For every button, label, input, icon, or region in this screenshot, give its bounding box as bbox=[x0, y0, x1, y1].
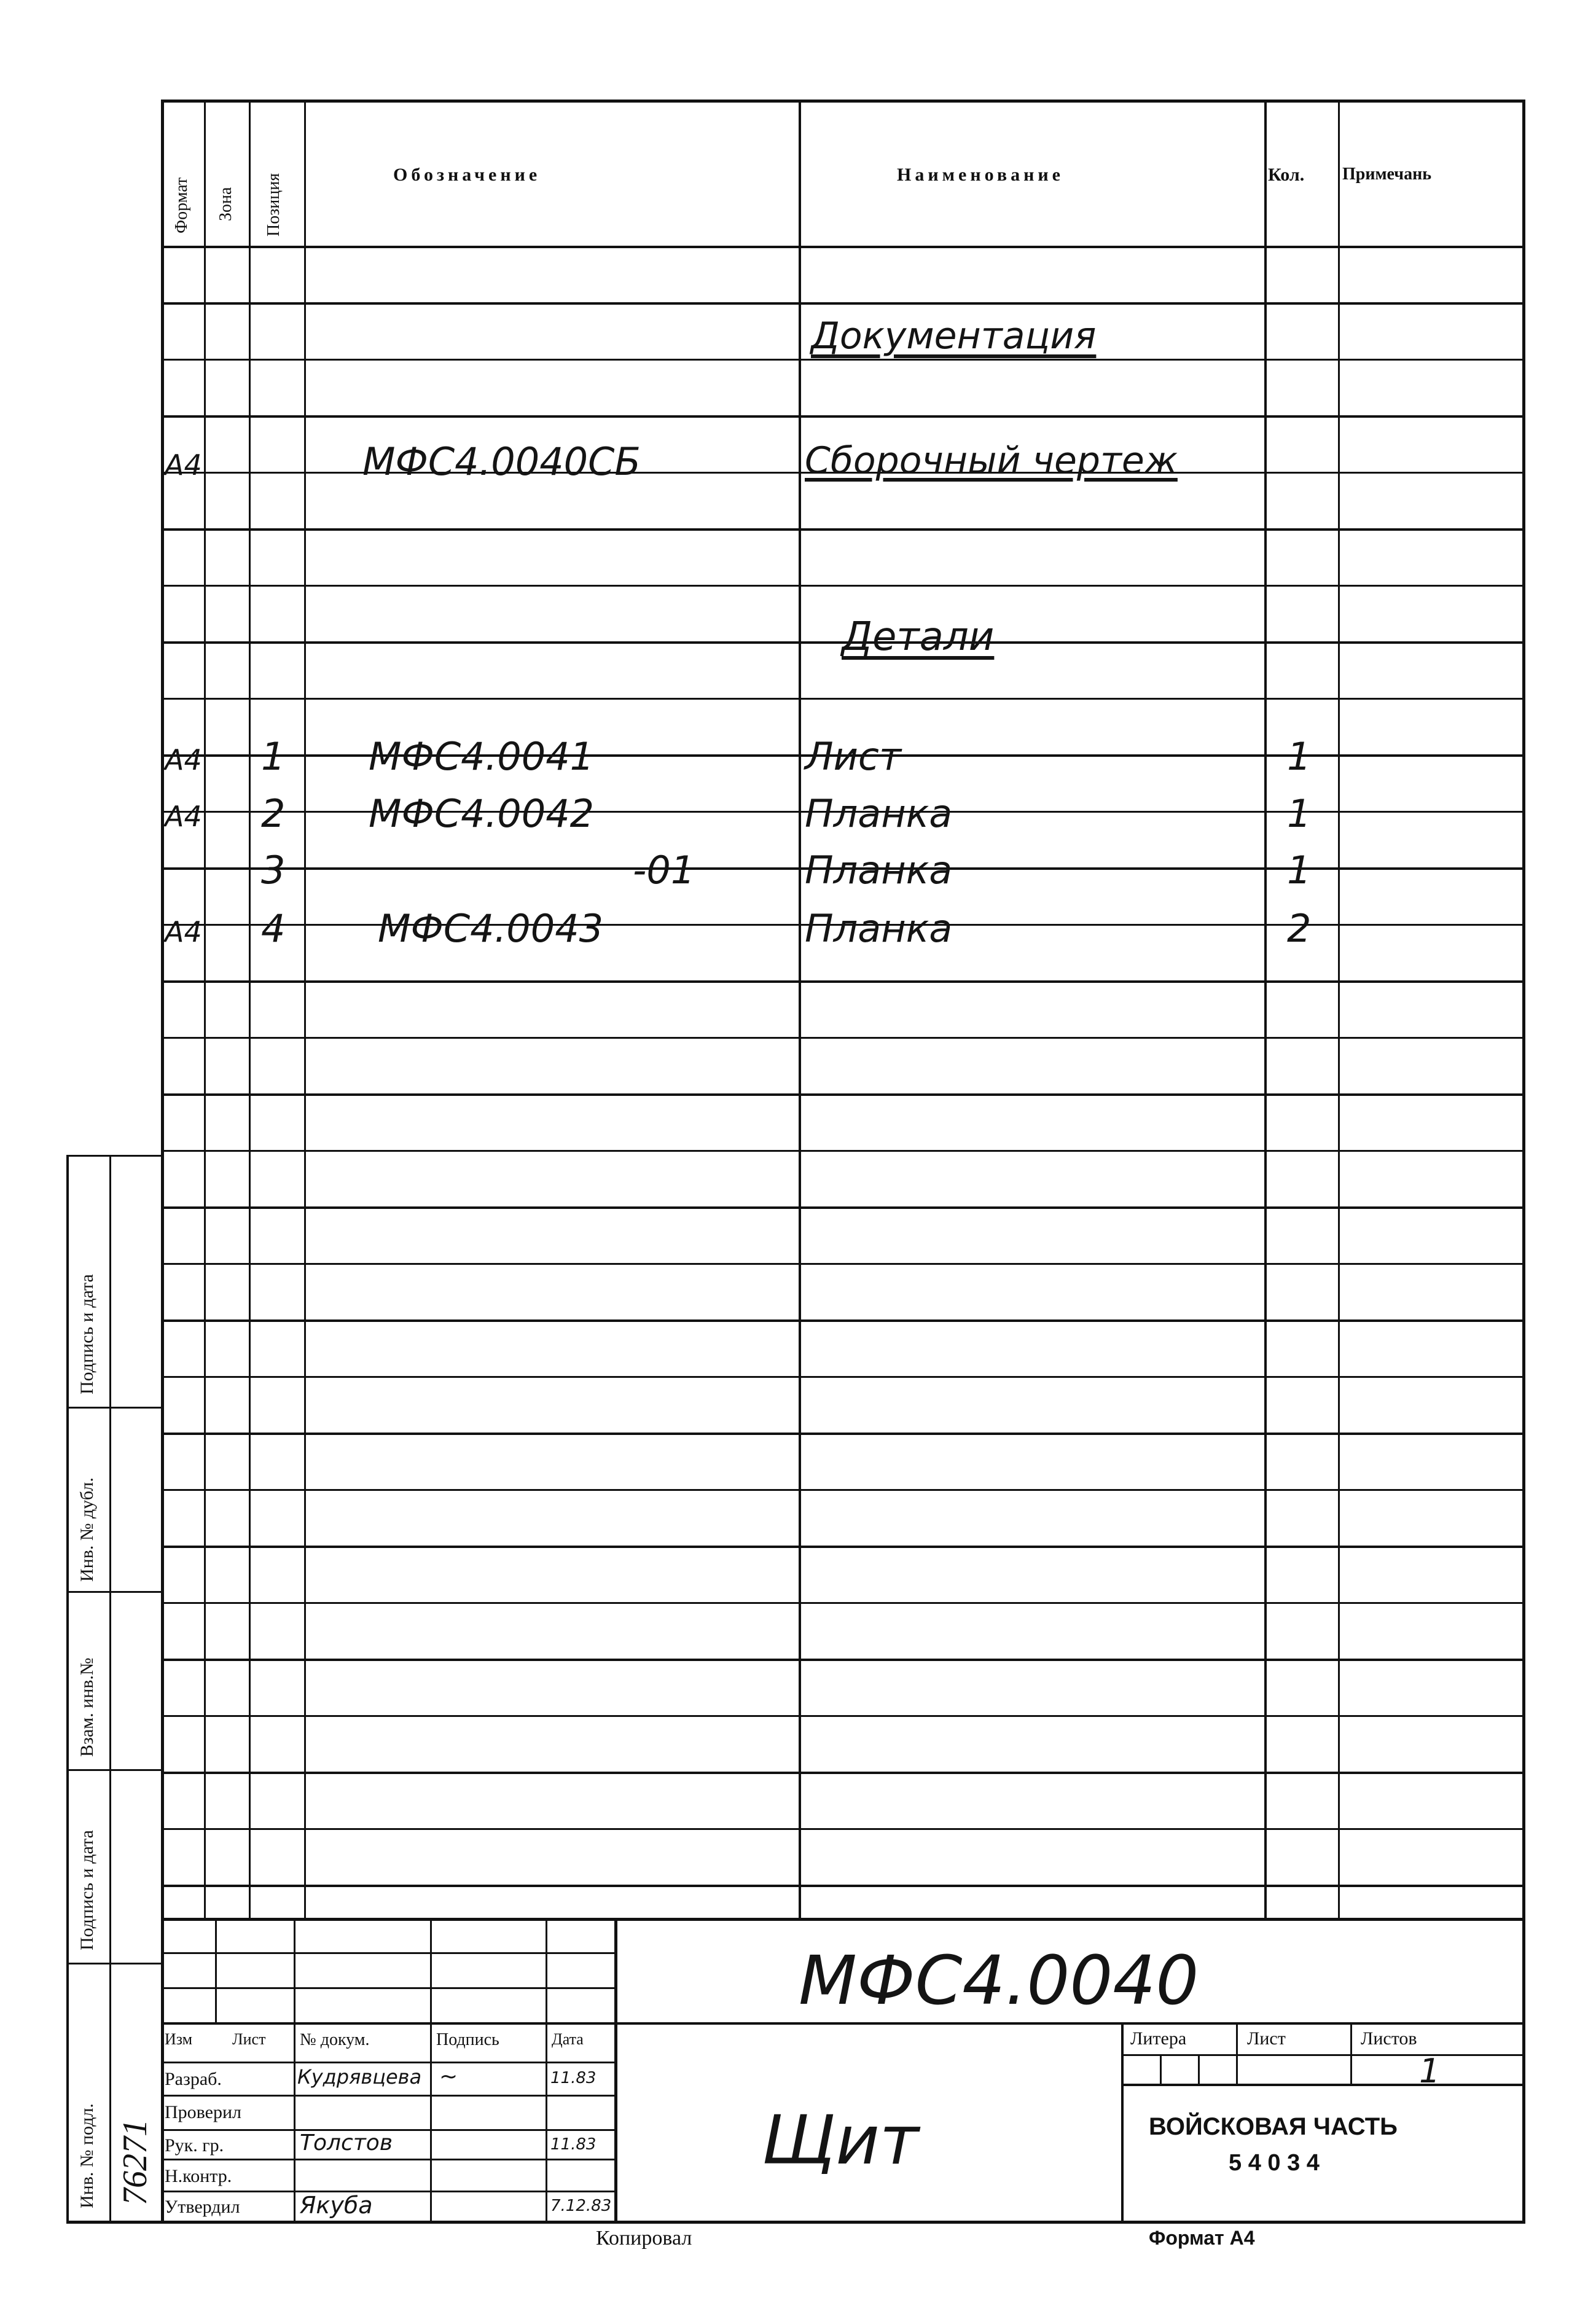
header-qty: Кол. bbox=[1268, 165, 1305, 185]
side-div-3 bbox=[66, 1769, 163, 1771]
tb-lit-sub2 bbox=[1198, 2054, 1200, 2085]
row-6-name: Планка bbox=[805, 906, 953, 951]
table-row-line bbox=[161, 1319, 1525, 1322]
table-row-line bbox=[161, 1150, 1525, 1152]
row-5-position: 3 bbox=[261, 848, 286, 893]
role-ruk-gr: Рук. гр. bbox=[165, 2135, 224, 2156]
tb-v-podpis bbox=[546, 1918, 547, 2224]
frame-right bbox=[1522, 100, 1525, 2224]
role-razrab-name: Кудрявцева bbox=[297, 2065, 422, 2089]
table-row-line bbox=[161, 698, 1525, 700]
frame-bottom bbox=[66, 2221, 1525, 2224]
tb-v-list bbox=[294, 1918, 295, 2224]
table-row-line bbox=[161, 415, 1525, 418]
table-row-line bbox=[161, 585, 1525, 587]
rev-list: Лист bbox=[232, 2030, 266, 2048]
tb-lit-h2 bbox=[1121, 2084, 1525, 2086]
rev-dokum: № докум. bbox=[300, 2030, 370, 2049]
col-line-pos bbox=[249, 100, 251, 1918]
tb-h-1 bbox=[161, 1952, 616, 1954]
header-designation: Обозначение bbox=[393, 165, 541, 185]
col-line-note bbox=[1338, 100, 1340, 1918]
table-row-line bbox=[161, 1376, 1525, 1378]
role-razrab-date: 11.83 bbox=[550, 2069, 597, 2087]
table-row-line bbox=[161, 302, 1525, 305]
col-line-qty bbox=[1264, 100, 1267, 1918]
rev-podpis: Подпись bbox=[436, 2030, 499, 2049]
role-ruk-gr-date: 11.83 bbox=[550, 2135, 597, 2154]
table-row-line bbox=[161, 1828, 1525, 1830]
side-div-1 bbox=[66, 1407, 163, 1409]
role-utverdil-date: 7.12.83 bbox=[550, 2197, 612, 2215]
tb-h-8 bbox=[161, 2191, 616, 2192]
frame-top bbox=[161, 100, 1525, 103]
side-label-vzam-inv: Взам. инв.№ bbox=[77, 1657, 97, 1757]
tb-h-2 bbox=[161, 1987, 616, 1989]
table-row-line bbox=[161, 1433, 1525, 1435]
header-name: Наименование bbox=[897, 165, 1064, 185]
rev-data: Дата bbox=[552, 2030, 584, 2048]
organization-number: 5 4 0 3 4 bbox=[1229, 2150, 1320, 2176]
table-row-line bbox=[161, 359, 1525, 361]
col-line-designation bbox=[304, 100, 306, 1918]
row-3-name: Лист bbox=[805, 734, 902, 779]
tb-vert-main bbox=[614, 1918, 617, 2224]
tb-lit-v1 bbox=[1236, 2022, 1238, 2086]
row-4-qty: 1 bbox=[1287, 791, 1312, 836]
row-6-position: 4 bbox=[261, 906, 286, 951]
header-bottom-line bbox=[161, 246, 1525, 248]
row-6-designation: МФС4.0043 bbox=[378, 906, 604, 951]
table-row-line bbox=[161, 1489, 1525, 1491]
role-utverdil-name: Якуба bbox=[300, 2192, 373, 2219]
row-6-format: А4 bbox=[165, 915, 202, 948]
listov-label: Листов bbox=[1361, 2028, 1417, 2049]
tb-h-5 bbox=[161, 2095, 616, 2097]
table-row-line bbox=[161, 1602, 1525, 1604]
tb-lit-v2 bbox=[1350, 2022, 1352, 2086]
role-n-kontr: Н.контр. bbox=[165, 2166, 232, 2186]
row-6-qty: 2 bbox=[1287, 906, 1312, 951]
col-line-zone bbox=[204, 100, 206, 1918]
document-code: МФС4.0040 bbox=[799, 1941, 1199, 2020]
side-strip-top bbox=[66, 1155, 163, 1157]
role-razrab-signature: ~ bbox=[439, 2064, 458, 2089]
table-row-line bbox=[161, 1093, 1525, 1096]
table-row-line bbox=[161, 1037, 1525, 1039]
header-zone: Зона bbox=[216, 187, 235, 221]
table-row-line bbox=[161, 1546, 1525, 1548]
row-1-designation: МФС4.0040СБ bbox=[362, 439, 641, 484]
row-3-qty: 1 bbox=[1287, 734, 1312, 779]
row-5-designation: -01 bbox=[633, 848, 695, 893]
tb-h-3 bbox=[161, 2022, 616, 2025]
side-div-4 bbox=[66, 1963, 163, 1964]
row-2-name: Детали bbox=[842, 614, 995, 660]
table-row-line bbox=[161, 1263, 1525, 1265]
row-4-format: А4 bbox=[165, 800, 202, 833]
row-3-position: 1 bbox=[261, 734, 286, 779]
role-ruk-gr-name: Толстов bbox=[300, 2130, 393, 2156]
table-row-line bbox=[161, 1885, 1525, 1887]
table-row-line bbox=[161, 1772, 1525, 1774]
row-1-format: А4 bbox=[165, 448, 202, 482]
table-row-line bbox=[161, 1206, 1525, 1209]
row-4-position: 2 bbox=[261, 791, 286, 836]
side-strip-left bbox=[66, 1155, 69, 2224]
side-label-podp-data-top: Подпись и дата bbox=[77, 1274, 97, 1394]
row-1-name: Сборочный чертеж bbox=[805, 439, 1178, 482]
row-4-name: Планка bbox=[805, 791, 953, 836]
table-row-line bbox=[161, 528, 1525, 531]
list-label: Лист bbox=[1247, 2028, 1286, 2049]
tb-v-right bbox=[1121, 2022, 1124, 2224]
side-label-inv-dubl: Инв. № дубл. bbox=[77, 1477, 97, 1582]
inventory-number: 76271 bbox=[116, 2119, 154, 2205]
side-div-2 bbox=[66, 1591, 163, 1593]
tb-lit-h1 bbox=[1121, 2054, 1525, 2056]
side-strip-mid bbox=[109, 1155, 111, 2224]
organization: ВОЙСКОВАЯ ЧАСТЬ bbox=[1149, 2113, 1398, 2140]
tb-h-7 bbox=[161, 2159, 616, 2160]
side-label-inv-podl: Инв. № подл. bbox=[77, 2103, 97, 2208]
rev-izm: Изм bbox=[165, 2030, 193, 2048]
header-format: Формат bbox=[172, 177, 191, 233]
footer-copied: Копировал bbox=[596, 2227, 692, 2250]
table-row-line bbox=[161, 980, 1525, 983]
table-row-line bbox=[161, 1659, 1525, 1661]
row-5-qty: 1 bbox=[1287, 848, 1312, 893]
row-3-designation: МФС4.0041 bbox=[369, 734, 595, 779]
tb-v-izm bbox=[215, 1918, 217, 2022]
header-note: Примечань bbox=[1342, 165, 1432, 184]
title-block-top bbox=[161, 1918, 1525, 1921]
footer-format: Формат А4 bbox=[1149, 2227, 1255, 2249]
tb-lit-sub1 bbox=[1160, 2054, 1162, 2085]
header-position: Позиция bbox=[264, 173, 283, 237]
document-title: Щит bbox=[762, 2101, 919, 2179]
side-label-podp-data-bottom: Подпись и дата bbox=[77, 1830, 97, 1950]
role-razrab: Разраб. bbox=[165, 2069, 222, 2089]
tb-code-bottom bbox=[614, 2022, 1525, 2025]
table-row-line bbox=[161, 1715, 1525, 1717]
tb-h-4 bbox=[161, 2062, 616, 2063]
row-5-name: Планка bbox=[805, 848, 953, 893]
col-line-name bbox=[799, 100, 801, 1918]
row-3-format: А4 bbox=[165, 743, 202, 776]
row-0-name: Документация bbox=[811, 315, 1097, 358]
listov-value: 1 bbox=[1419, 2052, 1441, 2090]
litera-label: Литера bbox=[1130, 2028, 1187, 2049]
role-utverdil: Утвердил bbox=[165, 2197, 240, 2217]
frame-left bbox=[161, 100, 164, 2224]
row-4-designation: МФС4.0042 bbox=[369, 791, 595, 836]
role-proveril: Проверил bbox=[165, 2102, 241, 2122]
tb-v-dokum bbox=[430, 1918, 432, 2224]
